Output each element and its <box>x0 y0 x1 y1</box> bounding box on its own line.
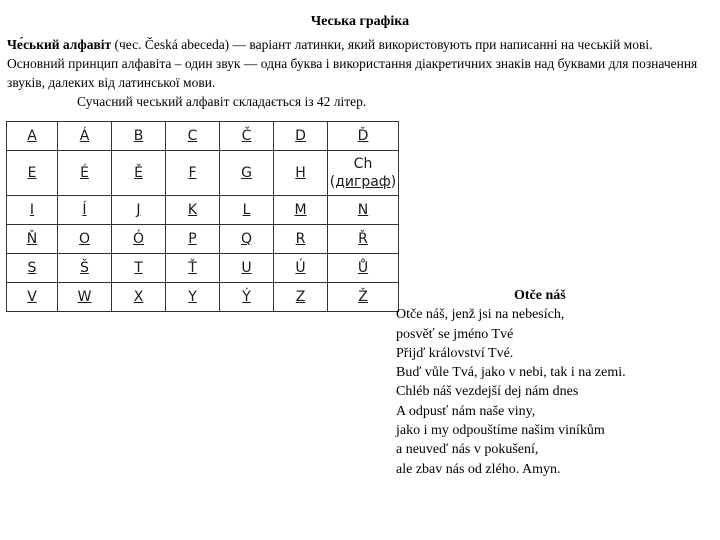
prayer-line: A odpusť nám naše viny, <box>396 403 536 419</box>
letter-cell[interactable]: P <box>166 225 220 254</box>
letter-cell[interactable]: O <box>58 225 112 254</box>
letter-cell[interactable]: Č <box>220 122 274 151</box>
prayer-line: a neuveď nás v pokušení, <box>396 442 539 458</box>
letter-cell[interactable]: Ý <box>220 283 274 312</box>
intro-term: Че́ський алфавіт <box>7 37 112 52</box>
letter-cell[interactable]: Ř <box>328 225 399 254</box>
letter-cell[interactable]: W <box>58 283 112 312</box>
letter-cell[interactable]: Ó <box>112 225 166 254</box>
intro-paragraph <box>7 35 707 111</box>
alphabet-row <box>7 283 399 312</box>
letter-cell[interactable]: F <box>166 151 220 196</box>
prayer-line: posvěť se jméno Tvé <box>396 326 514 342</box>
prayer-line: Přijď království Tvé. <box>396 345 514 361</box>
prayer-line: jako i my odpouštíme našim viníkům <box>396 423 605 439</box>
alphabet-row <box>7 151 399 196</box>
prayer-line: Buď vůle Tvá, jako v nebi, tak i na zemi. <box>396 365 626 381</box>
digraph-letter: Ch <box>353 156 373 172</box>
intro-count-line: Сучасний чеський алфавіт складається із 42 літер. <box>77 94 367 109</box>
letter-cell[interactable]: Š <box>58 254 112 283</box>
alphabet-row <box>7 225 399 254</box>
letter-cell[interactable]: R <box>274 225 328 254</box>
digraph-cell[interactable] <box>328 151 399 196</box>
letter-cell[interactable]: L <box>220 196 274 225</box>
intro-text: (чес. Česká abeceda) — варіант латинки, який використовують при написанні на чеській мові. Основний принцип алфавіта – один звук — одна буква і використання діакретичних знаків над буквами для позначення звуків, далеких від латинської мови. <box>7 37 698 90</box>
prayer-line: ale zbav nás od zlého. Amyn. <box>396 461 561 477</box>
letter-cell[interactable]: Ň <box>7 225 58 254</box>
letter-cell[interactable]: G <box>220 151 274 196</box>
letter-cell[interactable]: Á <box>58 122 112 151</box>
letter-cell[interactable]: M <box>274 196 328 225</box>
letter-cell[interactable]: E <box>7 151 58 196</box>
alphabet-table <box>6 121 399 312</box>
letter-cell[interactable]: K <box>166 196 220 225</box>
alphabet-row <box>7 254 399 283</box>
letter-cell[interactable]: Ú <box>274 254 328 283</box>
letter-cell[interactable]: U <box>220 254 274 283</box>
page-title: Чеська графіка <box>310 14 410 29</box>
letter-cell[interactable]: C <box>166 122 220 151</box>
letter-cell[interactable]: Y <box>166 283 220 312</box>
letter-cell[interactable]: Ů <box>328 254 399 283</box>
letter-cell[interactable]: V <box>7 283 58 312</box>
letter-cell[interactable]: T <box>112 254 166 283</box>
letter-cell[interactable]: Ž <box>328 283 399 312</box>
letter-cell[interactable]: B <box>112 122 166 151</box>
alphabet-row <box>7 196 399 225</box>
digraph-link[interactable]: диграф <box>335 174 391 190</box>
letter-cell[interactable]: Z <box>274 283 328 312</box>
alphabet-row <box>7 122 399 151</box>
letter-cell[interactable]: Í <box>58 196 112 225</box>
letter-cell[interactable]: N <box>328 196 399 225</box>
prayer-line: Otče náš, jenž jsi na nebesích, <box>396 307 565 323</box>
letter-cell[interactable]: É <box>58 151 112 196</box>
letter-cell[interactable]: J <box>112 196 166 225</box>
letter-cell[interactable]: X <box>112 283 166 312</box>
letter-cell[interactable]: Ď <box>328 122 399 151</box>
letter-cell[interactable]: Ě <box>112 151 166 196</box>
letter-cell[interactable]: H <box>274 151 328 196</box>
prayer-line: Chléb náš vezdejší dej nám dnes <box>396 384 579 400</box>
prayer-title: Otče náš <box>514 288 566 303</box>
letter-cell[interactable]: Q <box>220 225 274 254</box>
letter-cell[interactable]: S <box>7 254 58 283</box>
letter-cell[interactable]: A <box>7 122 58 151</box>
prayer-text <box>396 286 716 479</box>
letter-cell[interactable]: Ť <box>166 254 220 283</box>
digraph-note: (диграф) <box>329 174 397 190</box>
letter-cell[interactable]: I <box>7 196 58 225</box>
letter-cell[interactable]: D <box>274 122 328 151</box>
